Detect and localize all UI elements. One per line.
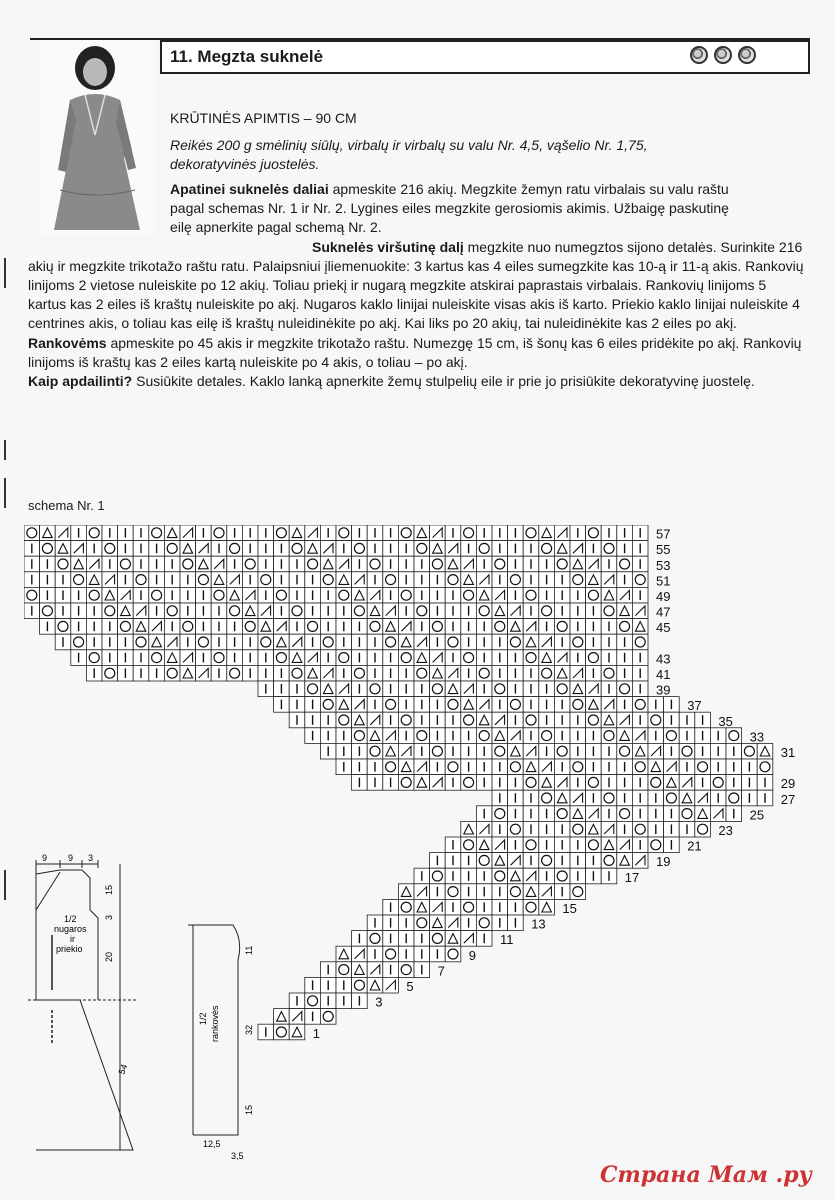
yarn-ball-icon bbox=[738, 46, 756, 64]
chart-row-number: 15 bbox=[562, 901, 577, 916]
chart-row-number: 35 bbox=[718, 713, 733, 729]
chart-row-number: 37 bbox=[687, 698, 702, 714]
body-label-3: ir bbox=[70, 934, 75, 944]
chart-row-number: 5 bbox=[406, 979, 414, 994]
chart-row-number: 19 bbox=[656, 854, 671, 870]
page-title: 11. Megzta suknelė bbox=[170, 47, 324, 66]
chart-row-number: 21 bbox=[687, 838, 702, 854]
instructions-finishing: Kaip apdailinti? Susiūkite detales. Kaklo lanką apnerkite žemų stulpelių eile ir prie jo prisiūkite dekoratyvinę juostelę. bbox=[28, 373, 755, 390]
instructions-sleeves: Rankovėms apmeskite po 45 akis ir megzkite trikotažo raštu. Numezgę 15 cm, iš šonų kas 6 eiles pridėkite po akį. Rankovių linijoms iš kraštų kas 2 eiles kartą nuleiskite po 4 akis, o toliau – po akį. bbox=[28, 334, 802, 370]
chart-row-number: 39 bbox=[656, 682, 671, 698]
bust-size: KRŪTINĖS APIMTIS – 90 CM bbox=[170, 110, 357, 126]
binding-mark bbox=[4, 258, 6, 288]
chart-row-number: 33 bbox=[749, 729, 765, 745]
yarn-ball-icon bbox=[690, 46, 708, 64]
dim-top-3: 3 bbox=[88, 853, 94, 863]
yarn-ball-icon bbox=[714, 46, 732, 64]
dim-sleeve-bottom-1: 12,5 bbox=[203, 1139, 221, 1149]
dim-body-4: 54 bbox=[116, 1062, 130, 1076]
chart-row-number: 55 bbox=[656, 542, 671, 558]
materials: Reikės 200 g smėlinių siūlų, virbalų ir virbalų su valu Nr. 4,5, vąšelio Nr. 1,75, dekoratyvinės juostelės. bbox=[170, 137, 648, 172]
binding-mark bbox=[4, 478, 6, 508]
chart-row-number: 13 bbox=[531, 916, 546, 932]
dim-sleeve-3: 15 bbox=[244, 1104, 254, 1115]
body-label-4: priekio bbox=[56, 944, 83, 954]
dim-body-1: 15 bbox=[104, 884, 114, 895]
chart-row-number: 53 bbox=[656, 557, 671, 573]
chart-row-number: 29 bbox=[780, 776, 796, 792]
difficulty-rating bbox=[690, 46, 756, 64]
dim-top-2: 9 bbox=[68, 853, 74, 863]
sleeve-label-1: 1/2 bbox=[198, 1012, 208, 1025]
instructions-lower-part: Apatinei suknelės daliai apmeskite 216 akių. Megzkite žemyn ratu virbalais su valu raštu pagal schemas Nr. 1 ir Nr. 2. Lygines eiles megzkite gerosiomis akimis. Užbaigę paskutinę eilę apnerkite pagal schemą Nr. 2. bbox=[170, 181, 729, 236]
body-schematic bbox=[28, 860, 240, 1150]
dim-sleeve-2: 32 bbox=[244, 1024, 254, 1035]
dim-body-2: 3 bbox=[104, 914, 114, 920]
chart-row-number: 45 bbox=[656, 620, 671, 636]
chart-row-number: 27 bbox=[780, 791, 796, 807]
chart-row-number: 11 bbox=[500, 932, 514, 948]
chart-row-number: 25 bbox=[749, 807, 765, 823]
chart-row-number: 31 bbox=[780, 745, 796, 760]
watermark: Страна Мам .ру bbox=[600, 1162, 812, 1188]
chart-row-number: 47 bbox=[656, 604, 671, 620]
sleeve-label-2: rankovės bbox=[210, 1005, 220, 1042]
dim-body-3: 20 bbox=[104, 951, 114, 962]
chart-row-number: 1 bbox=[312, 1025, 321, 1041]
chart-row-number: 57 bbox=[656, 526, 671, 542]
body-label-2: nugaros bbox=[54, 924, 87, 934]
chart-row-number: 23 bbox=[718, 823, 733, 838]
instructions-upper-part: Suknelės viršutinę dalį megzkite nuo numegztos sijono detalės. Surinkite 216 akių ir megzkite trikotažo raštu ratu. Palaipsniui įliemenuokite: 3 kartus kas 4 eiles sumegzkite kas 10-ą ir 11-ą akis. Rankovių linijoms 2 vietose nuleiskite po 12 akių. Toliau priekį ir nugarą megzkite atskirai paprastais virbalais. Rankovių linijoms 5 kartus kas 2 eiles iš kraštų nuleiskite po akį. Nugaros kaklo linijai nuleiskite visas akis iš karto. Priekio kaklo linijai nuleiskite 4 centrines akis, o toliau kas eilę iš kraštų nuleidinėkite po akį. Kai liks po 20 akių, tai nuleidinėkite kas 2 eiles po akį. bbox=[28, 238, 804, 332]
chart-row-number: 43 bbox=[656, 651, 671, 667]
binding-mark bbox=[4, 440, 6, 460]
dim-sleeve-bottom-2: 3,5 bbox=[231, 1151, 244, 1161]
chart-row-number: 17 bbox=[624, 869, 640, 885]
chart-row-number: 7 bbox=[437, 963, 445, 979]
dim-top-1: 9 bbox=[42, 853, 48, 863]
schema-label: schema Nr. 1 bbox=[28, 498, 105, 513]
chart-row-number: 41 bbox=[656, 667, 671, 682]
instructions bbox=[28, 180, 808, 391]
chart-row-number: 3 bbox=[375, 994, 383, 1010]
garment-schematic bbox=[28, 850, 298, 1170]
body-label-1: 1/2 bbox=[64, 914, 77, 924]
dim-sleeve-1: 11 bbox=[244, 945, 254, 955]
chart-row-number: 49 bbox=[656, 589, 671, 604]
chart-row-number: 51 bbox=[656, 573, 671, 589]
binding-mark bbox=[4, 870, 6, 900]
chart-row-number: 9 bbox=[468, 947, 477, 963]
